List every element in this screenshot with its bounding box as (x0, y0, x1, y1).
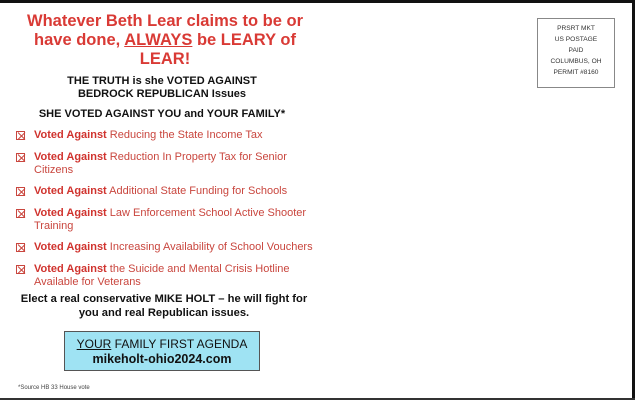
list-item (14, 151, 316, 177)
list-item (14, 129, 316, 142)
vote-lead: Voted Against (34, 262, 107, 275)
candidate-name: MIKE HOLT (154, 293, 216, 305)
postage-line4: COLUMBUS, OH (550, 58, 602, 65)
x-box-icon (16, 243, 25, 252)
vote-desc: Reduction In Property Tax for Senior Citizens (34, 150, 287, 176)
vote-desc: Reducing the State Income Tax (106, 129, 263, 141)
closing-part2: – he will fight for you and real Republican issues. (78, 293, 308, 319)
vote-desc: the Suicide and Mental Crisis Hotline Available for Veterans (34, 262, 290, 288)
vote-lead: Voted Against (34, 185, 107, 197)
list-item (14, 263, 316, 289)
truth-line3: SHE VOTED AGAINST YOU and YOUR FAMILY* (38, 108, 286, 120)
x-box-icon (16, 131, 25, 140)
x-box-icon (16, 209, 25, 218)
agenda-title (65, 337, 259, 351)
vote-lead: Voted Against (34, 241, 107, 253)
x-box-icon (16, 265, 25, 274)
truth-line1: THE TRUTH is she VOTED AGAINST (67, 75, 257, 87)
source-footnote: *Source HB 33 House vote (18, 385, 90, 391)
headline (14, 12, 316, 69)
x-box-icon (16, 153, 25, 162)
vote-lead: Voted Against (34, 206, 107, 219)
list-item (14, 185, 316, 198)
postage-line2: US POSTAGE (554, 36, 598, 43)
postage-line1: PRSRT MKT (557, 25, 595, 32)
agenda-rest: FAMILY FIRST AGENDA (111, 337, 248, 351)
headline-part2: be LEARY of LEAR! (139, 31, 296, 68)
agenda-callout (64, 331, 260, 371)
top-border (0, 0, 635, 3)
list-item (14, 241, 316, 254)
headline-emphasis: ALWAYS (124, 31, 193, 49)
postage-line3: PAID (568, 47, 584, 54)
vote-lead: Voted Against (34, 129, 107, 141)
mailer-message (14, 12, 316, 297)
vote-desc: Increasing Availability of School Vouchers (106, 241, 313, 253)
x-box-icon (16, 187, 25, 196)
vote-desc: Additional State Funding for Schools (106, 185, 288, 197)
closing-part1: Elect a real conservative (20, 293, 155, 305)
vote-desc: Law Enforcement School Active Shooter Training (34, 206, 307, 232)
list-item (14, 207, 316, 233)
truth-statement (14, 75, 310, 101)
agenda-underlined: YOUR (76, 337, 112, 351)
closing-statement (14, 292, 314, 320)
voting-record-list (14, 129, 316, 289)
postage-line5: PERMIT #8160 (553, 69, 599, 76)
truth-line2: BEDROCK REPUBLICAN Issues (77, 88, 247, 100)
campaign-url[interactable]: mikeholt-ohio2024.com (92, 352, 232, 366)
vote-lead: Voted Against (34, 150, 107, 163)
postage-indicia (537, 18, 615, 88)
headline-part1: Whatever Beth Lear claims to be or have done, (27, 12, 303, 49)
